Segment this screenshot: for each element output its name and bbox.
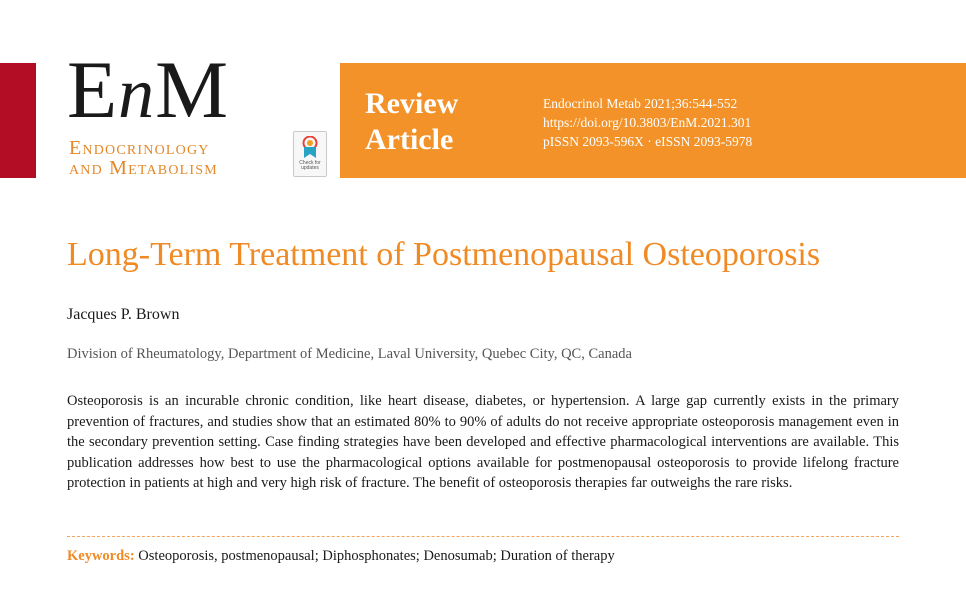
- journal-info: [543, 94, 752, 151]
- logo-letter-m: M: [155, 44, 230, 135]
- author-name: Jacques P. Brown: [67, 306, 180, 323]
- author-affiliation: Division of Rheumatology, Department of Medicine, Laval University, Quebec City, QC, Canada: [67, 346, 632, 362]
- article-type-line1: Review: [365, 87, 459, 120]
- issn-text: pISSN 2093-596X · eISSN 2093-5978: [543, 134, 753, 149]
- keywords-divider: [67, 536, 899, 537]
- article-title: Long-Term Treatment of Postmenopausal Osteoporosis: [67, 236, 821, 273]
- logo-letter-n: n: [118, 53, 156, 133]
- logo-letter-e: E: [67, 44, 119, 135]
- citation-text: Endocrinol Metab 2021;36:544-552: [543, 96, 738, 111]
- logo-subtitle-line2: and Metabolism: [69, 157, 218, 179]
- keywords-list: Osteoporosis, postmenopausal; Diphosphonates; Denosumab; Duration of therapy: [138, 548, 615, 564]
- bookmark-check-icon: [301, 136, 319, 160]
- header-red-accent-bar: [0, 63, 36, 178]
- logo-subtitle-line1: Endocrinology: [69, 137, 210, 159]
- abstract-text: Osteoporosis is an incurable chronic condition, like heart disease, diabetes, or hypertension. A large gap currently exists in the primary prevention of fractures, and studies show that an estimated 80% to 90% of adults do not receive appropriate osteoporosis management even in the secondary prevention setting. Case finding strategies have been developed and effective pharmacological interventions are available. This publication addresses how best to use the pharmacological options available for postmenopausal osteoporosis to provide lifelong fracture protection in patients at high and very high risk of fracture. The benefit of osteoporosis therapies far outweighs the rare risks.: [67, 393, 899, 491]
- article-type-line2: Article: [365, 123, 454, 156]
- doi-link[interactable]: https://doi.org/10.3803/EnM.2021.301: [543, 115, 752, 130]
- check-updates-line2: updates: [301, 165, 319, 171]
- check-for-updates-badge[interactable]: [293, 131, 327, 177]
- journal-logo: [67, 44, 230, 135]
- keywords-line: [67, 547, 615, 565]
- check-updates-line1: Check for: [299, 160, 321, 166]
- article-type-label: [365, 86, 458, 158]
- journal-logo-subtitle: [69, 138, 218, 178]
- keywords-label: Keywords:: [67, 548, 135, 564]
